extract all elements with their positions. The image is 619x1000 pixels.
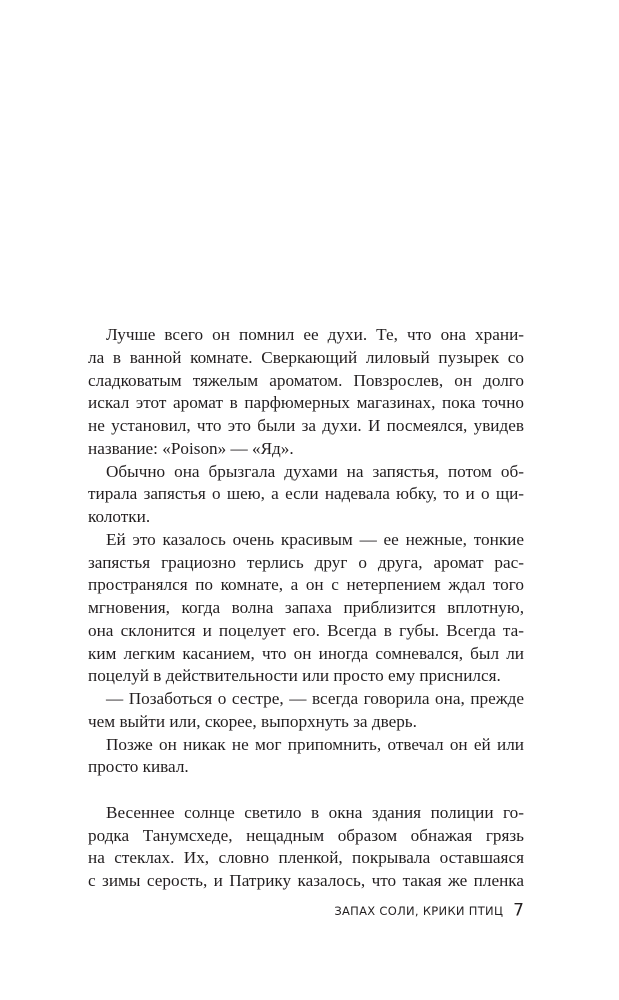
text-line: сладковатым тяжелым ароматом. Повзрослев, он долго: [88, 370, 524, 390]
paragraph: [88, 802, 524, 893]
text-line: тирала запястья о шею, а если надевала юбку, то и о щи-: [88, 484, 524, 504]
text-line: ла в ванной комнате. Сверкающий лиловый пузырек со: [88, 347, 524, 367]
text-line: просто кивал.: [88, 757, 189, 777]
text-line: название: «Poison» — «Яд».: [88, 438, 294, 458]
paragraph: [88, 734, 524, 780]
paragraph: [88, 324, 524, 461]
text-line: Обычно она брызгала духами на запястья, потом об-: [106, 461, 524, 481]
text-line: Ей это казалось очень красивым — ее нежные, тонкие: [106, 529, 524, 549]
text-line: родка Танумсхеде, нещадным образом обнажая грязь: [88, 825, 524, 845]
text-line: запястья грациозно терлись друг о друга, аромат рас-: [88, 552, 524, 572]
text-line: не установил, что это были за духи. И посмеялся, увидев: [88, 416, 524, 435]
section-break: [88, 779, 524, 802]
text-line: чем выйти или, скорее, выпорхнуть за дверь.: [88, 711, 417, 731]
text-line: искал этот аромат в парфюмерных магазинах, пока точно: [88, 393, 524, 413]
text-line: пространялся по комнате, а он с нетерпением ждал того: [88, 575, 524, 595]
text-line: колотки.: [88, 507, 151, 526]
paragraph: [88, 688, 524, 734]
text-line: Лучше всего он помнил ее духи. Те, что она храни-: [106, 325, 524, 344]
text-line: на стеклах. Их, словно пленкой, покрывала оставшаяся: [88, 848, 524, 868]
text-line: ким легким касанием, что он иногда сомневался, был ли: [88, 643, 524, 663]
text-line: с зимы серость, и Патрику казалось, что такая же пленка: [88, 871, 524, 890]
paragraph: [88, 461, 524, 529]
text-line: она склонится и поцелует его. Всегда в губы. Всегда та-: [88, 620, 524, 640]
running-title: ЗАПАХ СОЛИ, КРИКИ ПТИЦ: [334, 903, 504, 918]
text-line: Весеннее солнце светило в окна здания полиции го-: [106, 802, 524, 822]
text-line: Позже он никак не мог припомнить, отвечал он ей или: [106, 734, 524, 754]
body-text: [88, 324, 524, 893]
page-number: 7: [513, 900, 524, 921]
text-line: поцелуй в действительности или просто ему приснился.: [88, 666, 501, 686]
paragraph: [88, 529, 524, 688]
text-line: мгновения, когда волна запаха приблизится вплотную,: [88, 598, 524, 617]
page-footer: [88, 900, 524, 921]
text-line: — Позаботься о сестре, — всегда говорила она, прежде: [106, 689, 524, 708]
